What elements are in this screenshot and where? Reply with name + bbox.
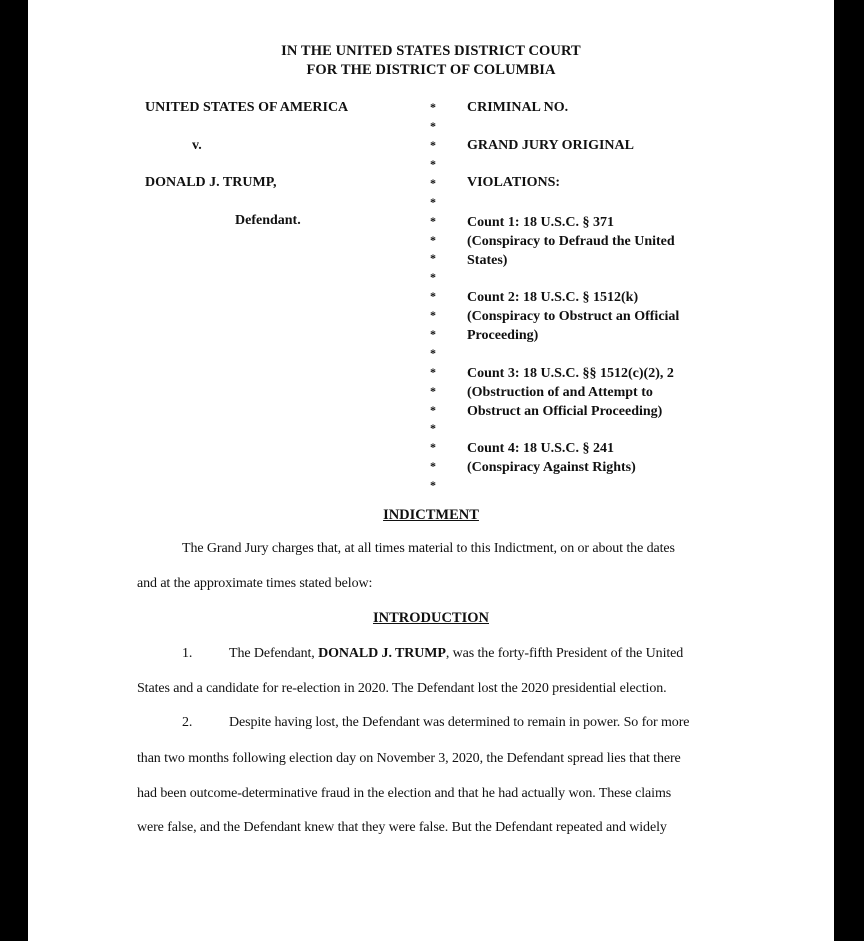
star: * [430, 346, 436, 360]
star: * [430, 195, 436, 209]
star: * [430, 403, 436, 417]
count-2-statute: Count 2: 18 U.S.C. § 1512(k) [467, 290, 639, 305]
count-1-statute: Count 1: 18 U.S.C. § 371 [467, 215, 615, 230]
indictment-heading: INDICTMENT [383, 507, 479, 523]
star: * [430, 365, 436, 379]
indictment-text-line: and at the approximate times stated below: [137, 576, 373, 591]
star: * [430, 270, 436, 284]
court-name-line-2: FOR THE DISTRICT OF COLUMBIA [306, 62, 556, 78]
grand-jury-label: GRAND JURY ORIGINAL [467, 138, 634, 153]
count-4-statute: Count 4: 18 U.S.C. § 241 [467, 441, 615, 456]
count-3-description: (Obstruction of and Attempt to [467, 385, 653, 400]
paragraph-1-line: States and a candidate for re-election in 2020. The Defendant lost the 2020 presidential election. [137, 681, 667, 696]
introduction-heading: INTRODUCTION [372, 610, 489, 626]
paragraph-2-line: Despite having lost, the Defendant was determined to remain in power. So for more [229, 715, 690, 730]
defendant-name: DONALD J. TRUMP [318, 646, 446, 661]
star: * [430, 119, 436, 133]
count-2-description: (Conspiracy to Obstruct an Official [467, 309, 680, 324]
paragraph-number: 2. [182, 715, 193, 730]
count-4-description: (Conspiracy Against Rights) [467, 460, 636, 475]
paragraph-1-line [229, 646, 683, 662]
count-3-description: Obstruct an Official Proceeding) [467, 404, 663, 419]
caption-defendant-label: Defendant. [235, 213, 301, 228]
star: * [430, 421, 436, 435]
star: * [430, 384, 436, 398]
text-span: The Defendant, [229, 646, 319, 661]
paragraph-2-line: had been outcome-determinative fraud in the election and that he had actually won. These claims [137, 786, 672, 801]
star: * [430, 478, 436, 492]
star: * [430, 157, 436, 171]
star: * [430, 459, 436, 473]
star: * [430, 440, 436, 454]
court-name-line-1: IN THE UNITED STATES DISTRICT COURT [281, 43, 581, 59]
star: * [430, 176, 436, 190]
paragraph-2-line: than two months following election day on November 3, 2020, the Defendant spread lies that there [137, 751, 681, 766]
star: * [430, 100, 436, 114]
caption-plaintiff: UNITED STATES OF AMERICA [145, 100, 349, 115]
star: * [430, 308, 436, 322]
document-page [28, 0, 834, 941]
paragraph-2-line: were false, and the Defendant knew that they were false. But the Defendant repeated and widely [137, 820, 667, 835]
count-1-description: States) [467, 253, 508, 268]
star: * [430, 251, 436, 265]
star: * [430, 233, 436, 247]
violations-label: VIOLATIONS: [467, 175, 561, 190]
star: * [430, 138, 436, 152]
count-2-description: Proceeding) [467, 328, 539, 343]
star: * [430, 214, 436, 228]
count-1-description: (Conspiracy to Defraud the United [467, 234, 675, 249]
caption-versus: v. [192, 138, 202, 153]
text-span: , was the forty-fifth President of the United [445, 646, 684, 661]
indictment-text-line: The Grand Jury charges that, at all times material to this Indictment, on or about the dates [182, 541, 675, 556]
count-3-statute: Count 3: 18 U.S.C. §§ 1512(c)(2), 2 [467, 366, 674, 381]
caption-defendant-name: DONALD J. TRUMP, [145, 175, 277, 190]
star: * [430, 289, 436, 303]
criminal-number-label: CRIMINAL NO. [467, 100, 569, 115]
star: * [430, 327, 436, 341]
paragraph-number: 1. [182, 646, 193, 661]
